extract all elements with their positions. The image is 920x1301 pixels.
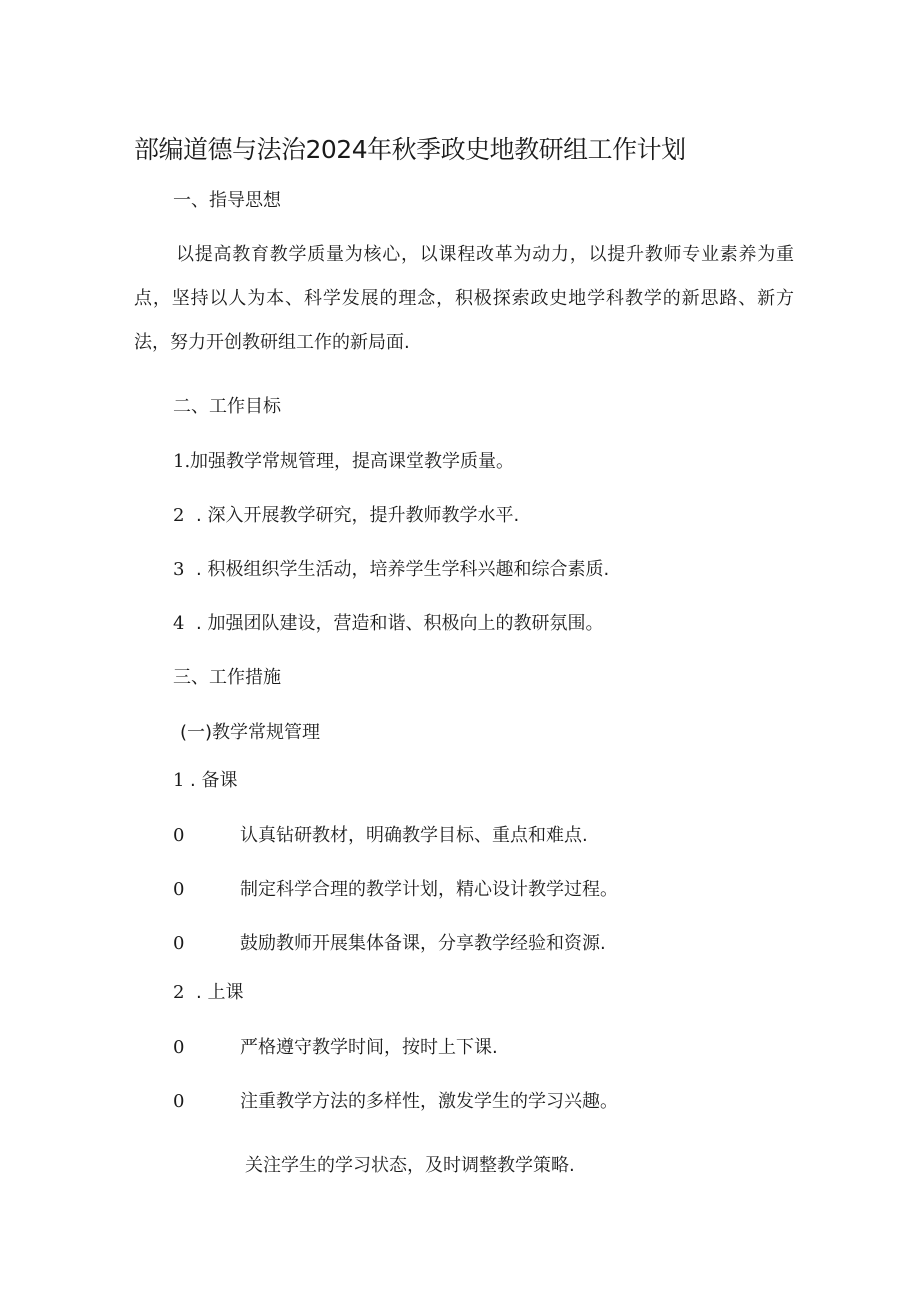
section-heading-guiding-ideology: 一、指导思想 xyxy=(173,190,281,211)
bullet-mark: 0 xyxy=(173,825,185,846)
list-item-number: 3 xyxy=(173,559,185,580)
list-item-text: . 深入开展教学研究，提升教师教学水平. xyxy=(196,505,520,526)
list-item-text: 加强教学常规管理，提高课堂教学质量。 xyxy=(190,451,514,472)
list-item-number: 4 xyxy=(173,613,185,634)
list-item-text: 认真钻研教材，明确教学目标、重点和难点. xyxy=(240,825,588,846)
part-number: 1 xyxy=(173,770,185,791)
list-item-text: 鼓励教师开展集体备课，分享教学经验和资源. xyxy=(240,933,606,954)
guiding-ideology-paragraph: 以提高教育教学质量为核心，以课程改革为动力，以提升教师专业素养为重点，坚持以人为本、科学发展的理念，积极探索政史地学科教学的新思路、新方法，努力开创教研组工作的新局面. xyxy=(134,244,794,353)
bullet-mark: 0 xyxy=(173,1037,185,1058)
section-heading-work-measures: 三、工作措施 xyxy=(173,667,281,688)
bullet-mark: 0 xyxy=(173,1091,185,1112)
bullet-mark: 0 xyxy=(173,933,185,954)
list-item-text: 制定科学合理的教学计划，精心设计教学过程。 xyxy=(240,879,618,900)
trailing-line: 关注学生的学习状态，及时调整教学策略. xyxy=(245,1155,575,1176)
list-item-number: 2 xyxy=(173,505,185,526)
part-label: . 上课 xyxy=(196,982,244,1003)
bullet-mark: 0 xyxy=(173,879,185,900)
list-item-text: 注重教学方法的多样性，激发学生的学习兴趣。 xyxy=(240,1091,618,1112)
list-item-text: . 积极组织学生活动，培养学生学科兴趣和综合素质. xyxy=(196,559,610,580)
document-title: 部编道德与法治2024年秋季政史地教研组工作计划 xyxy=(134,135,686,164)
part-label: . 备课 xyxy=(190,770,238,791)
section-heading-work-goals: 二、工作目标 xyxy=(173,396,281,417)
subsection-heading-teaching-routine: (一)教学常规管理 xyxy=(180,722,321,743)
part-number: 2 xyxy=(173,982,185,1003)
list-item-text: . 加强团队建设，营造和谐、积极向上的教研氛围。 xyxy=(196,613,604,634)
list-item-text: 严格遵守教学时间，按时上下课. xyxy=(240,1037,498,1058)
list-item-number: 1. xyxy=(173,451,191,472)
